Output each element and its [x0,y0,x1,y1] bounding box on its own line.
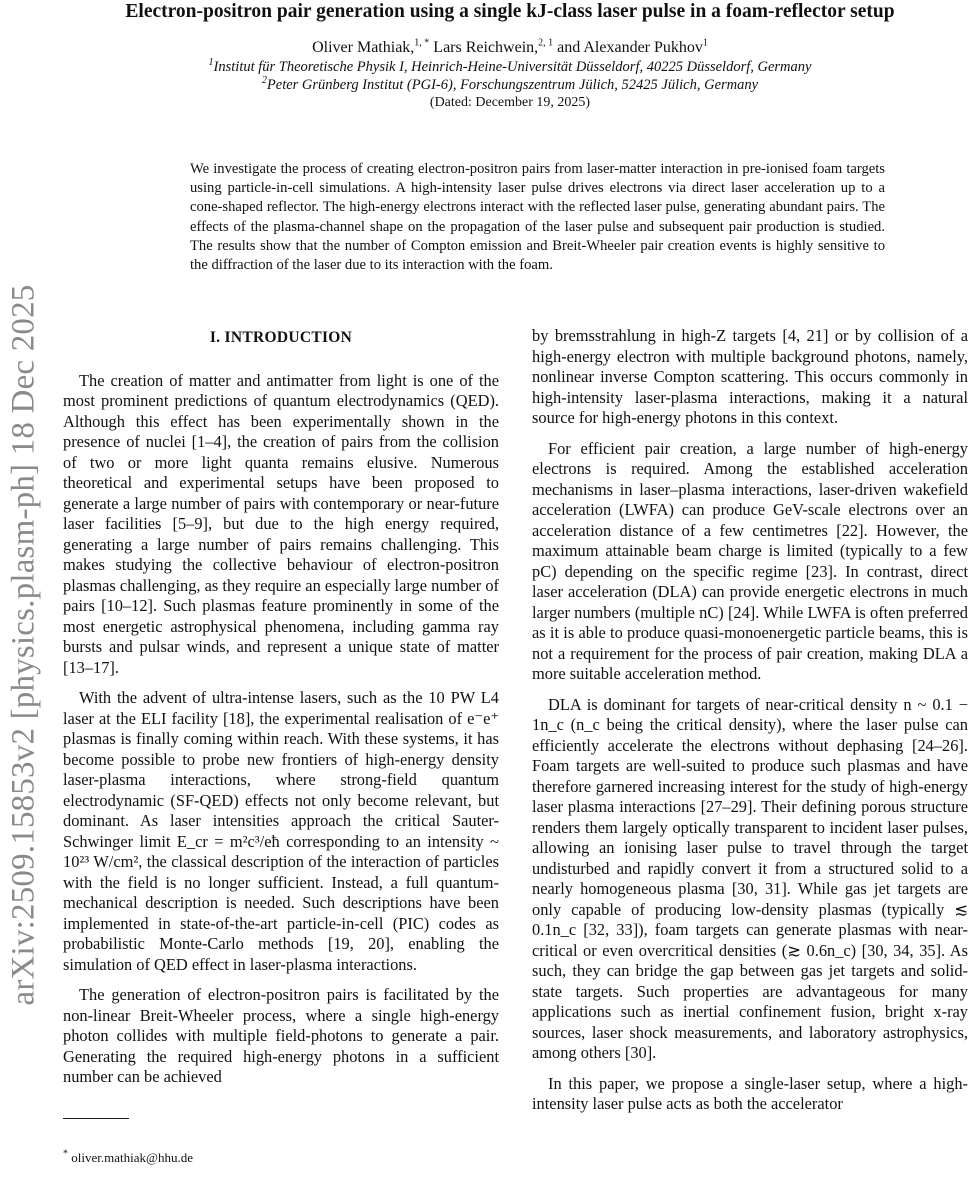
author-name: and Alexander Pukhov [557,39,703,56]
author-list [60,38,960,58]
footnote-email[interactable]: oliver.mathiak@hhu.de [71,1150,193,1165]
author-affiliation-mark: 1 [702,37,708,49]
section-heading: I. INTRODUCTION [209,329,353,346]
author-name: Lars Reichwein, [433,39,539,56]
paragraph: For efficient pair creation, a large number of high-energy electrons is required. Among the established acceleration mechanisms in laser–plasma interactions, laser-driven wakefield acceleration (LWFA) can produce GeV-scale electrons over an acceleration distance of a few centimetres [22]. However, the maximum attainable beam charge is limited (typically to a few pC) depending on the specific regime [23]. In contrast, direct laser acceleration (DLA) can provide energetic electrons in much larger numbers (multiple nC) [24]. While LWFA is often preferred as it is able to produce quasi-monoenergetic particle beams, this is not a requirement for the process of pair creation, making DLA a more suitable acceleration method. [532,438,968,683]
affiliation [60,58,960,76]
paragraph: The creation of matter and antimatter from light is one of the most prominent predictions of quantum electrodynamics (QED). Although this effect has been experimentally shown in the presence of nuclei [1–4], the creation of pairs from the collision of two or more light quanta remains elusive. Numerous theoretical and experimental setups have been proposed to generate a large number of pairs with contemporary or near-future laser facilities [5–9], but due to the high energy required, generating a large number of pairs remains challenging. This makes studying the collective behaviour of electron-positron plasmas challenging, as they require an especially large number of pairs [10–12]. Such plasmas feature prominently in some of the most energetic astrophysical phenomena, including gamma ray bursts and pulsar winds, and represent a unique state of matter [13–17]. [63,370,499,677]
affiliation [60,76,960,94]
abstract: We investigate the process of creating electron-positron pairs from laser-matter interaction in pre-ionised foam targets using particle-in-cell simulations. A high-intensity laser pulse drives electrons via direct laser acceleration up to a cone-shaped reflector. The high-energy electrons interact with the reflected laser pulse, generating abundant pairs. The effects of the plasma-channel shape on the propagation of the laser pulse and subsequent pair production is studied. The results show that the number of Compton emission and Breit-Wheeler pair creation events is highly sensitive to the diffraction of the laser due to its interaction with the foam. [190,161,885,274]
arxiv-identifier: arXiv:2509.15853v2 [physics.plasm-ph] 18 Dec 2025 [5,284,42,1006]
paragraph: by bremsstrahlung in high-Z targets [4, 21] or by collision of a high-energy electron with multiple background photons, namely, nonlinear inverse Compton scattering. This occurs commonly in high-intensity laser-plasma interactions, making it a natural source for high-energy photons in this context. [532,326,968,427]
footnote [63,1150,193,1166]
right-column [532,326,968,1125]
affiliation-mark: 2 [261,75,267,87]
arxiv-stamp [4,215,44,1075]
affiliation-text: Institut für Theoretische Physik I, Heinrich-Heine-Universität Düsseldorf, 40225 Düsseldorf, Germany [213,59,812,75]
paragraph: In this paper, we propose a single-laser setup, where a high-intensity laser pulse acts as both the accelerator [532,1073,968,1113]
paragraph: DLA is dominant for targets of near-critical density n ~ 0.1 − 1n_c (n_c being the critical density), where the laser pulse can efficiently accelerate the electrons without dephasing [24–26]. Foam targets are well-suited to produce such plasmas and have therefore garnered increasing interest for the study of high-energy laser plasma interactions [27–29]. Their defining porous structure renders them largely optically transparent to incident laser pulses, allowing an ionising laser pulse to travel through the target undisturbed and rapidly convert it from a structured solid to a nearly homogeneous plasma [30, 31]. While gas jet targets are only capable of producing low-density plasmas (typically ≲ 0.1n_c [32, 33]), foam targets can generate plasmas with near-critical or even overcritical densities (≳ 0.6n_c) [30, 34, 35]. As such, they can bridge the gap between gas jet targets and solid-state targets. Such properties are advantageous for many applications such as inertial confinement fusion, bright x-ray sources, laser shock measurements, and laboratory astrophysics, among others [30]. [532,694,968,1062]
author-affiliation-mark: 1, * [414,37,430,49]
affiliation-mark: 1 [208,57,214,69]
author-name: Oliver Mathiak, [312,39,415,56]
affiliation-text: Peter Grünberg Institut (PGI-6), Forschungszentrum Jülich, 52425 Jülich, Germany [266,77,759,93]
date-line: (Dated: December 19, 2025) [429,95,591,110]
paper-header [60,0,960,112]
footnote-rule [63,1118,129,1119]
author-affiliation-mark: 2, 1 [538,37,554,49]
paragraph: The generation of electron-positron pairs is facilitated by the non-linear Breit-Wheeler process, where a single high-energy photon collides with multiple field-photons to generate a pair. Generating the required high-energy photons in a sufficient number can be achieved [63,985,499,1086]
paper-title: Electron-positron pair generation using a single kJ-class laser pulse in a foam-reflector setup [125,1,895,22]
left-column [63,328,499,1098]
paragraph: With the advent of ultra-intense lasers, such as the 10 PW L4 laser at the ELI facility [18], the experimental realisation of e⁻e⁺ plasmas is finally coming within reach. With these systems, it has become possible to probe new frontiers of high-energy density laser-plasma interactions, where strong-field quantum electrodynamic (SF-QED) effects not only become relevant, but dominant. As laser intensities approach the critical Sauter-Schwinger limit E_cr = m²c³/eħ corresponding to an intensity ~ 10²³ W/cm², the classical description of the interaction of particles with the field is no longer sufficient. Instead, a full quantum-mechanical description is needed. Such descriptions have been implemented in state-of-the-art particle-in-cell (PIC) codes as probabilistic Monte-Carlo methods [19, 20], enabling the simulation of QED effect in laser-plasma interactions. [63,688,499,974]
footnote-mark: * [63,1148,68,1160]
